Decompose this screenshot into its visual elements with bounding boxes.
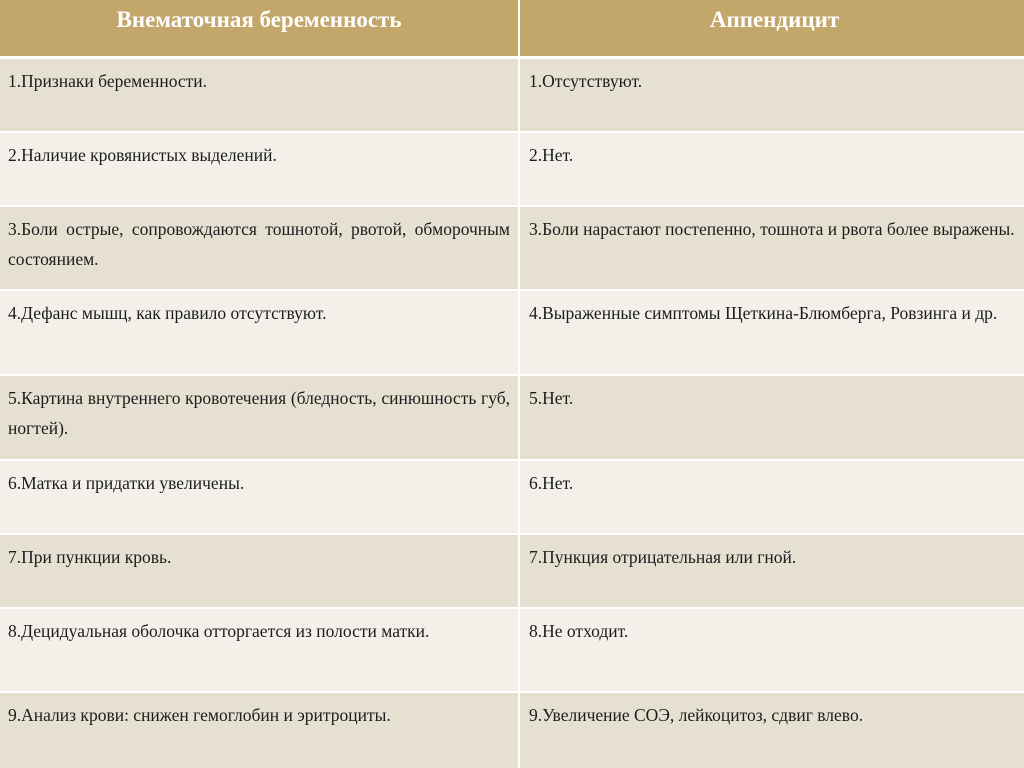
cell-ectopic: 2.Наличие кровянистых выделений. [0,132,519,206]
cell-appendicitis: 2.Нет. [519,132,1024,206]
cell-ectopic: 4.Дефанс мышц, как правило отсутствуют. [0,290,519,375]
cell-appendicitis: 7.Пункция отрицательная или гной. [519,534,1024,608]
header-appendicitis: Аппендицит [519,0,1024,57]
cell-appendicitis: 9.Увеличение СОЭ, лейкоцитоз, сдвиг влево. [519,692,1024,768]
table-row [0,375,1024,460]
cell-ectopic: 6.Матка и придатки увеличены. [0,460,519,534]
table-row [0,460,1024,534]
cell-ectopic: 7.При пункции кровь. [0,534,519,608]
cell-appendicitis: 1.Отсутствуют. [519,57,1024,132]
header-ectopic-pregnancy: Внематочная беременность [0,0,519,57]
table-row [0,132,1024,206]
cell-appendicitis: 4.Выраженные симптомы Щеткина-Блюмберга, Ровзинга и др. [519,290,1024,375]
cell-appendicitis: 8.Не отходит. [519,608,1024,692]
table-row [0,206,1024,290]
cell-ectopic: 8.Децидуальная оболочка отторгается из полости матки. [0,608,519,692]
cell-ectopic: 9.Анализ крови: снижен гемоглобин и эритроциты. [0,692,519,768]
table-row [0,608,1024,692]
cell-appendicitis: 3.Боли нарастают постепенно, тошнота и рвота более выражены. [519,206,1024,290]
table-row [0,290,1024,375]
cell-ectopic: 5.Картина внутреннего кровотечения (бледность, синюшность губ, ногтей). [0,375,519,460]
table-row [0,692,1024,768]
cell-ectopic: 3.Боли острые, сопровождаются тошнотой, рвотой, обморочным состоянием. [0,206,519,290]
table-header-row [0,0,1024,57]
table-row [0,57,1024,132]
table-row [0,534,1024,608]
cell-appendicitis: 5.Нет. [519,375,1024,460]
cell-appendicitis: 6.Нет. [519,460,1024,534]
cell-ectopic: 1.Признаки беременности. [0,57,519,132]
